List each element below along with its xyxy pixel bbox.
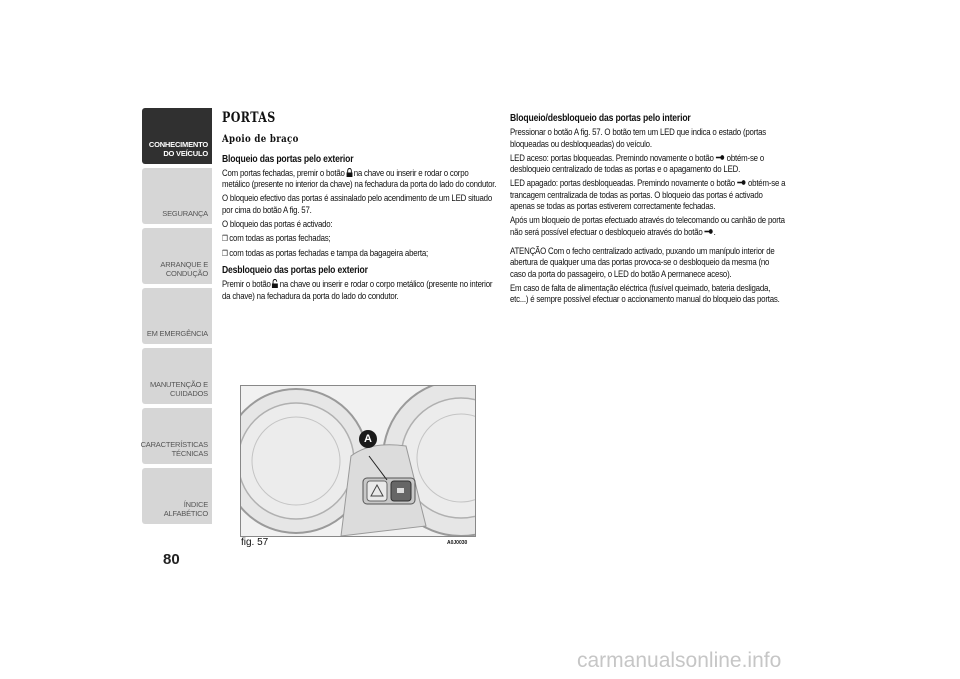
tab-label: CONHECIMENTO DO VEÍCULO bbox=[148, 140, 208, 158]
tab-seguranca[interactable] bbox=[142, 168, 212, 224]
page-number: 80 bbox=[163, 551, 180, 568]
key-icon bbox=[716, 153, 725, 162]
paragraph: Pressionar o botão A fig. 57. O botão tem um LED que indica o estado (portas bloqueadas ou desbloqueadas) do veículo. bbox=[510, 127, 766, 150]
paragraph: Com portas fechadas, premir o botão na chave ou inserir e rodar o corpo metálico (presente no interior da chave) na fechadura da porta do lado do condutor. bbox=[222, 167, 497, 191]
heading-unlock-exterior: Desbloqueio das portas pelo exterior bbox=[222, 263, 368, 276]
right-column bbox=[510, 113, 786, 308]
tab-indice[interactable] bbox=[142, 468, 212, 524]
paragraph: ATENÇÃO Com o fecho centralizado activado, puxando um manípulo interior de abertura de qualquer uma das portas provoca-se o desbloqueio da mesma (no caso da porta do passageiro, o LED do botão A permanece aceso). bbox=[510, 245, 775, 280]
page-title: PORTAS bbox=[222, 110, 276, 126]
heading-lock-exterior: Bloqueio das portas pelo exterior bbox=[222, 152, 354, 165]
bullet-item: ❒ com todas as portas fechadas; bbox=[222, 233, 498, 244]
bullet-item: ❒ com todas as portas fechadas e tampa da bagageira aberta; bbox=[222, 248, 498, 259]
tab-label: ÍNDICE ALFABÉTICO bbox=[163, 500, 208, 518]
section-subtitle: Apoio de braço bbox=[222, 133, 299, 146]
key-icon bbox=[705, 227, 714, 236]
padlock-locked-icon bbox=[345, 168, 354, 177]
tab-manutencao[interactable] bbox=[142, 348, 212, 404]
door-lock-button-illustration bbox=[241, 386, 475, 536]
tab-label: MANUTENÇÃO E CUIDADOS bbox=[149, 380, 208, 398]
chapter-sidebar bbox=[142, 108, 212, 528]
tab-emergencia[interactable] bbox=[142, 288, 212, 344]
watermark: carmanualsonline.info bbox=[577, 649, 782, 672]
figure-callout-a: A bbox=[359, 430, 377, 448]
paragraph: LED apagado: portas desbloqueadas. Premindo novamente o botão obtém-se a trancagem centralizada de todas as portas. O bloqueio das portas é activado apenas se todas as portas estiverem correctamente fechadas. bbox=[510, 178, 786, 213]
paragraph: O bloqueio efectivo das portas é assinalado pelo acendimento de um LED situado por cima do botão A fig. 57. bbox=[222, 193, 493, 216]
tab-label: SEGURANÇA bbox=[162, 209, 208, 218]
figure-caption: fig. 57 bbox=[241, 537, 269, 548]
paragraph: Em caso de falta de alimentação eléctrica (fusível queimado, bateria desligada, etc...) é sempre possível efectuar o accionamento manual do bloqueio das portas. bbox=[510, 282, 780, 306]
tab-conhecimento[interactable] bbox=[142, 108, 212, 164]
paragraph: Premir o botão na chave ou inserir e rodar o corpo metálico (presente no interior da chave) na fechadura da porta do lado do condutor. bbox=[222, 279, 493, 302]
figure-57-image bbox=[240, 385, 476, 537]
key-icon bbox=[737, 178, 746, 187]
paragraph: LED aceso: portas bloqueadas. Premindo novamente o botão obtém-se o desbloqueio centralizado de todas as portas e o apagamento do LED. bbox=[510, 152, 764, 176]
left-column bbox=[222, 110, 498, 305]
heading-lock-interior: Bloqueio/desbloqueio das portas pelo interior bbox=[510, 112, 691, 124]
figure-code: A0J0030 bbox=[447, 540, 468, 546]
tab-label: CARACTERÍSTICAS TÉCNICAS bbox=[140, 440, 208, 458]
tab-arranque[interactable] bbox=[142, 228, 212, 284]
paragraph: O bloqueio das portas é activado: bbox=[222, 219, 333, 231]
paragraph: Após um bloqueio de portas efectuado através do telecomando ou canhão de porta não será possível efectuar o desbloqueio através do botão . bbox=[510, 215, 785, 238]
tab-caracteristicas[interactable] bbox=[142, 408, 212, 464]
tab-label: ARRANQUE E CONDUÇÃO bbox=[160, 260, 208, 278]
padlock-unlocked-icon bbox=[271, 279, 280, 288]
tab-label: EM EMERGÊNCIA bbox=[146, 329, 208, 338]
